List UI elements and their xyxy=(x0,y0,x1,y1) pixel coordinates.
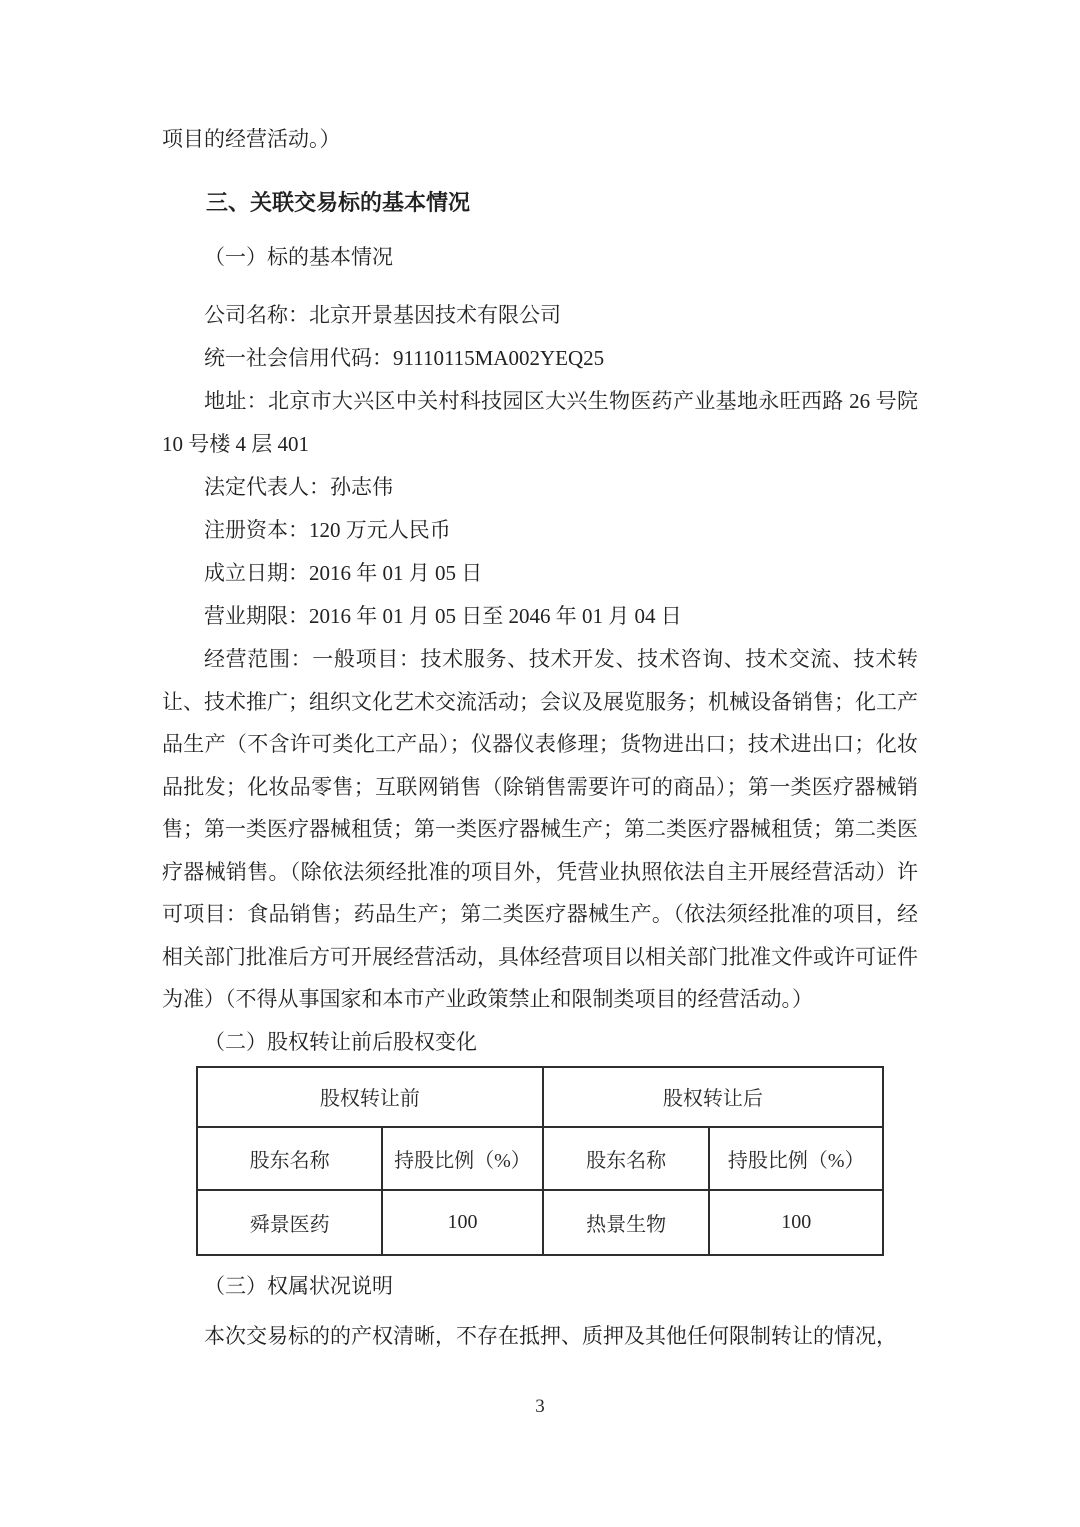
col-header-shareholding-ratio-pre: 持股比例（%） xyxy=(382,1127,543,1190)
cell-ratio-pre: 100 xyxy=(382,1190,543,1255)
info-line-registered-capital: 注册资本：120 万元人民币 xyxy=(204,518,451,542)
section-heading: 三、关联交易标的基本情况 xyxy=(206,190,471,215)
col-header-shareholding-ratio-post: 持股比例（%） xyxy=(709,1127,883,1190)
table-group-header-row xyxy=(197,1067,883,1127)
info-line-uscc: 统一社会信用代码：91110115MA002YEQ25 xyxy=(204,346,605,370)
subsection-heading-3: （三）权属状况说明 xyxy=(204,1273,393,1298)
col-header-shareholder-name-pre: 股东名称 xyxy=(197,1127,382,1190)
info-line-business-term: 营业期限：2016 年 01 月 05 日至 2046 年 01 月 04 日 xyxy=(204,604,682,628)
info-line-establishment-date: 成立日期：2016 年 01 月 05 日 xyxy=(204,561,483,585)
business-scope-paragraph: 经营范围：一般项目：技术服务、技术开发、技术咨询、技术交流、技术转让、技术推广；组织文化艺术交流活动；会议及展览服务；机械设备销售；化工产品生产（不含许可类化工产品）；仪器仪表修理；货物进出口；技术进出口；化妆品批发；化妆品零售；互联网销售（除销售需要许可的商品）；第一类医疗器械销售；第一类医疗器械租赁；第一类医疗器械生产；第二类医疗器械租赁；第二类医疗器械销售。（除依法须经批准的项目外，凭营业执照依法自主开展经营活动）许可项目：食品销售；药品生产；第二类医疗器械生产。（依法须经批准的项目，经相关部门批准后方可开展经营活动，具体经营项目以相关部门批准文件或许可证件为准）（不得从事国家和本市产业政策禁止和限制类项目的经营活动。） xyxy=(162,647,918,1011)
cell-shareholder-pre: 舜景医药 xyxy=(197,1190,382,1255)
group-header-post-transfer: 股权转让后 xyxy=(543,1067,883,1127)
closing-paragraph: 本次交易标的的产权清晰，不存在抵押、质押及其他任何限制转让的情况， xyxy=(204,1323,897,1348)
subsection-heading-2: （二）股权转让前后股权变化 xyxy=(204,1029,477,1054)
subsection-heading-1: （一）标的基本情况 xyxy=(204,245,393,269)
company-info-block xyxy=(162,294,918,638)
info-line-legal-representative: 法定代表人：孙志伟 xyxy=(204,475,393,499)
page-number: 3 xyxy=(535,1396,545,1417)
cell-shareholder-post: 热景生物 xyxy=(543,1190,710,1255)
col-header-shareholder-name-post: 股东名称 xyxy=(543,1127,710,1190)
info-line-address: 地址：北京市大兴区中关村科技园区大兴生物医药产业基地永旺西路 26 号院 10 号楼 4 层 401 xyxy=(162,389,918,456)
cell-ratio-post: 100 xyxy=(709,1190,883,1255)
intro-paragraph: 项目的经营活动。） xyxy=(162,127,341,151)
equity-change-table xyxy=(196,1066,884,1256)
table-row xyxy=(197,1190,883,1255)
info-line-company-name: 公司名称：北京开景基因技术有限公司 xyxy=(204,303,561,327)
group-header-pre-transfer: 股权转让前 xyxy=(197,1067,543,1127)
table-column-header-row xyxy=(197,1127,883,1190)
